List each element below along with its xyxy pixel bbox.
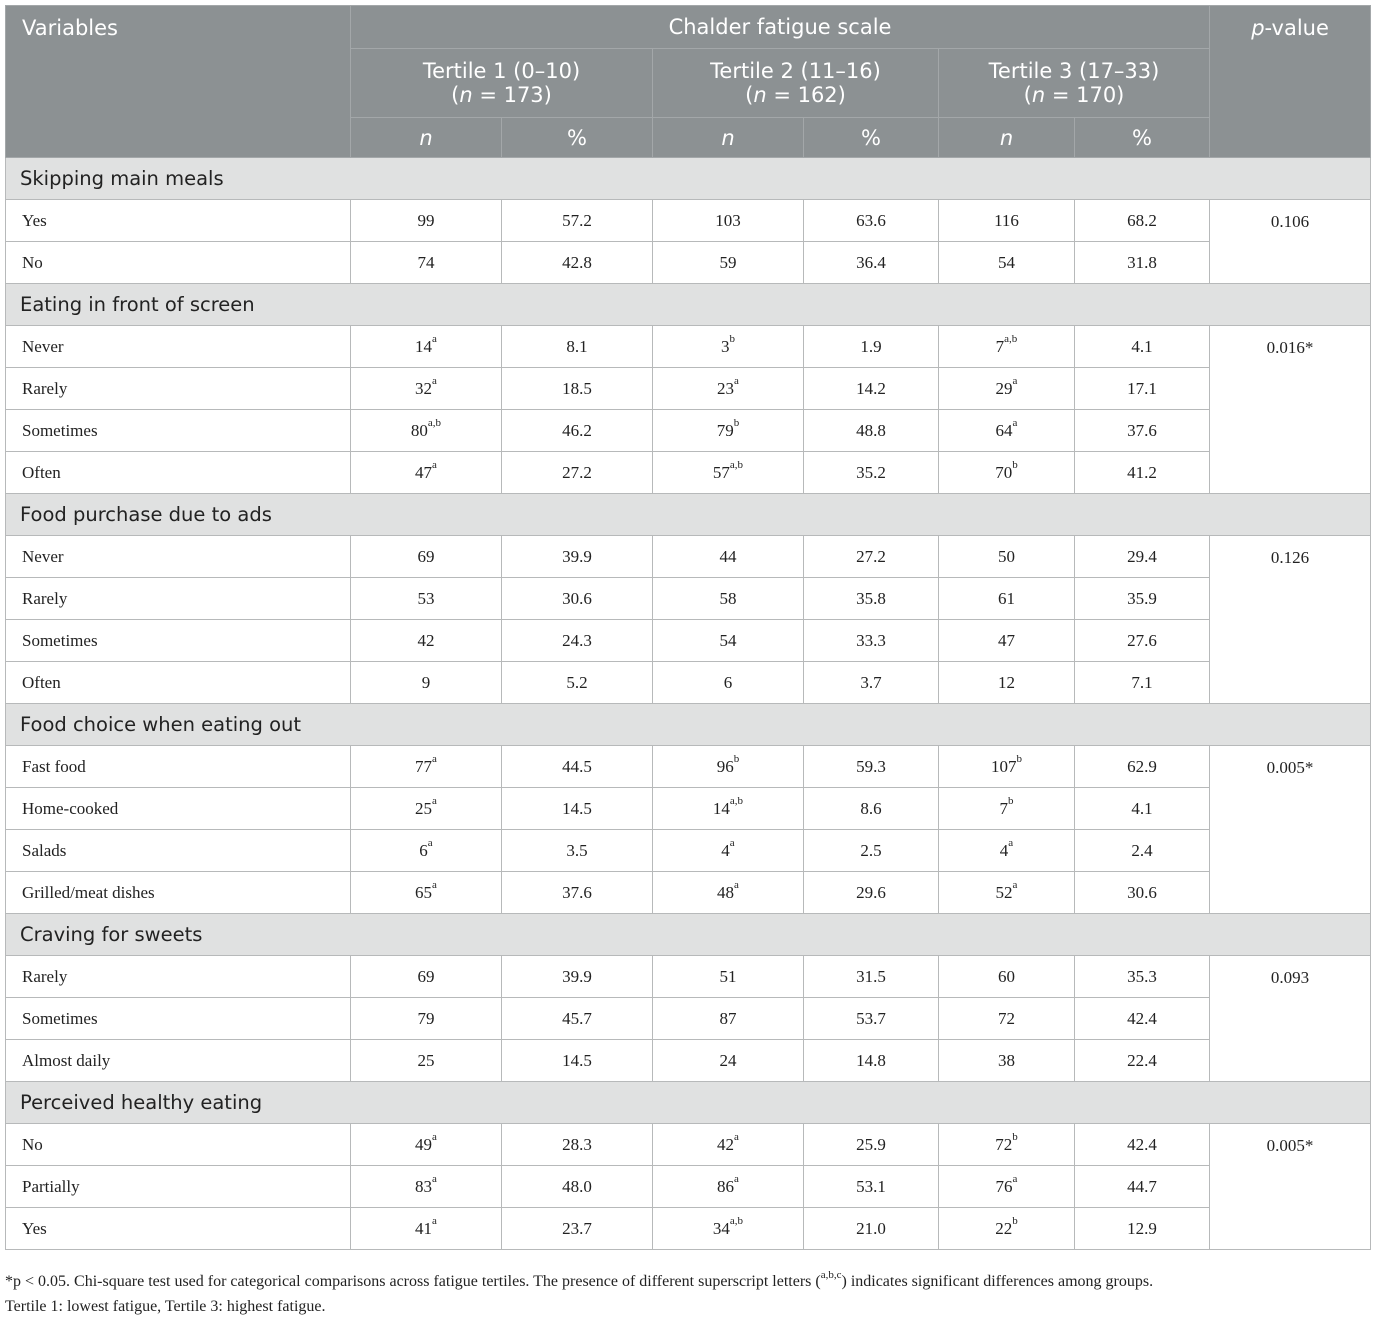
percent-cell: 39.9 [502,956,653,998]
percent-cell: 24.3 [502,620,653,662]
percent-cell: 8.6 [804,788,939,830]
count-cell: 59 [653,242,804,284]
count-cell: 116 [939,200,1075,242]
superscript-letters: b [1016,752,1022,765]
section-row [6,704,1371,746]
p-value-cell: 0.093 [1210,956,1371,1082]
count-cell: 79$^b$ [653,410,804,452]
superscript-letters: a [729,836,735,849]
table-row [6,830,1371,872]
count-cell: 49$^a$ [351,1124,502,1166]
count-cell: 7$^{a,b}$ [939,326,1075,368]
table-row [6,578,1371,620]
count-cell: 9 [351,662,502,704]
superscript-letters: a [432,1172,437,1185]
count-cell: 3$^b$ [653,326,804,368]
count-cell: 51 [653,956,804,998]
percent-cell: 59.3 [804,746,939,788]
count-cell: 6$^a$ [351,830,502,872]
section-row [6,1082,1371,1124]
table-row [6,200,1371,242]
row-label: Sometimes [6,410,351,452]
percent-cell: 35.2 [804,452,939,494]
row-label: Rarely [6,368,351,410]
row-label: Fast food [6,746,351,788]
superscript-letters: a,b [729,1214,744,1227]
percent-cell: 53.1 [804,1166,939,1208]
percent-cell: 48.0 [502,1166,653,1208]
percent-cell: 27.6 [1075,620,1210,662]
count-cell: 50 [939,536,1075,578]
percent-cell: 62.9 [1075,746,1210,788]
row-label: Partially [6,1166,351,1208]
percent-cell: 22.4 [1075,1040,1210,1082]
superscript-letters: b [733,416,740,429]
count-cell: 34$^{a,b}$ [653,1208,804,1250]
table-row [6,1208,1371,1250]
count-cell: 42$^a$ [653,1124,804,1166]
row-label: Home-cooked [6,788,351,830]
table-header [6,6,1371,158]
superscript-letters: a [1012,878,1018,891]
percent-cell: 14.5 [502,788,653,830]
count-cell: 47$^a$ [351,452,502,494]
superscript-letters: b [1012,1214,1018,1227]
percent-cell: 14.8 [804,1040,939,1082]
count-cell: 44 [653,536,804,578]
count-cell: 60 [939,956,1075,998]
superscript-letters: a [1012,374,1018,387]
section-title: Food purchase due to ads [6,494,1371,536]
percent-cell: 29.4 [1075,536,1210,578]
count-cell: 65$^a$ [351,872,502,914]
count-cell: 29$^a$ [939,368,1075,410]
table-row [6,620,1371,662]
percent-cell: 37.6 [502,872,653,914]
count-cell: 79 [351,998,502,1040]
n-column-header: n [653,118,804,158]
superscript-letters: a [432,794,437,807]
tertile-1-header: Tertile 1 (0–10) (n = 173) [351,49,653,118]
percent-cell: 41.2 [1075,452,1210,494]
table-row [6,872,1371,914]
percent-cell: 5.2 [502,662,653,704]
percent-cell: 3.5 [502,830,653,872]
percent-cell: 42.4 [1075,998,1210,1040]
table-row [6,1124,1371,1166]
count-cell: 24 [653,1040,804,1082]
section-row [6,914,1371,956]
percent-cell: 63.6 [804,200,939,242]
row-label: Grilled/meat dishes [6,872,351,914]
tertile-2-header: Tertile 2 (11–16) (n = 162) [653,49,939,118]
percent-cell: 39.9 [502,536,653,578]
superscript-letters: a,b [1004,332,1018,345]
results-table [5,5,1371,1250]
section-title: Skipping main meals [6,158,1371,200]
percent-cell: 44.7 [1075,1166,1210,1208]
count-cell: 22$^b$ [939,1208,1075,1250]
count-cell: 96$^b$ [653,746,804,788]
superscript-letters: b [729,332,735,345]
percent-cell: 46.2 [502,410,653,452]
count-cell: 38 [939,1040,1075,1082]
count-cell: 70$^b$ [939,452,1075,494]
percent-cell: 25.9 [804,1124,939,1166]
section-title: Craving for sweets [6,914,1371,956]
percent-column-header: % [1075,118,1210,158]
row-label: No [6,1124,351,1166]
percent-cell: 42.4 [1075,1124,1210,1166]
row-label: Sometimes [6,998,351,1040]
section-row [6,284,1371,326]
superscript-letters: a [1008,836,1014,849]
row-label: Salads [6,830,351,872]
count-cell: 69 [351,536,502,578]
percent-cell: 33.3 [804,620,939,662]
superscript-letters: b [733,752,740,765]
table-row [6,452,1371,494]
count-cell: 48$^a$ [653,872,804,914]
percent-cell: 4.1 [1075,326,1210,368]
table-row [6,326,1371,368]
count-cell: 7$^b$ [939,788,1075,830]
superscript-letters: b [1008,794,1014,807]
count-cell: 61 [939,578,1075,620]
table-row [6,662,1371,704]
percent-cell: 31.5 [804,956,939,998]
percent-cell: 2.5 [804,830,939,872]
scale-header: Chalder fatigue scale [351,6,1210,49]
row-label: Rarely [6,578,351,620]
percent-cell: 2.4 [1075,830,1210,872]
superscript-letters: a [432,752,437,765]
section-title: Food choice when eating out [6,704,1371,746]
count-cell: 54 [939,242,1075,284]
count-cell: 14$^a$ [351,326,502,368]
count-cell: 83$^a$ [351,1166,502,1208]
row-label: Yes [6,200,351,242]
superscript-letters: a [432,878,437,891]
count-cell: 77$^a$ [351,746,502,788]
table-row [6,368,1371,410]
count-cell: 57$^{a,b}$ [653,452,804,494]
count-cell: 87 [653,998,804,1040]
count-cell: 72$^b$ [939,1124,1075,1166]
count-cell: 12 [939,662,1075,704]
percent-cell: 7.1 [1075,662,1210,704]
superscript-letters: a [432,1130,437,1143]
count-cell: 64$^a$ [939,410,1075,452]
percent-cell: 42.8 [502,242,653,284]
count-cell: 14$^{a,b}$ [653,788,804,830]
table-row [6,242,1371,284]
superscript-letters: a [734,878,739,891]
superscript-letters: a [432,458,437,471]
percent-cell: 57.2 [502,200,653,242]
percent-cell: 37.6 [1075,410,1210,452]
table-row [6,998,1371,1040]
count-cell: 74 [351,242,502,284]
section-title: Eating in front of screen [6,284,1371,326]
row-label: Yes [6,1208,351,1250]
n-column-header: n [939,118,1075,158]
count-cell: 54 [653,620,804,662]
row-label: Rarely [6,956,351,998]
percent-cell: 14.2 [804,368,939,410]
n-column-header: n [351,118,502,158]
percent-cell: 30.6 [502,578,653,620]
count-cell: 23$^a$ [653,368,804,410]
percent-cell: 21.0 [804,1208,939,1250]
percent-cell: 31.8 [1075,242,1210,284]
table-row [6,956,1371,998]
p-value-cell: 0.005* [1210,746,1371,914]
percent-cell: 27.2 [804,536,939,578]
count-cell: 53 [351,578,502,620]
p-value-cell: 0.016* [1210,326,1371,494]
superscript-letters: a [432,1214,437,1227]
table-body [6,158,1371,1250]
superscript-letters: a [734,1172,739,1185]
count-cell: 32$^a$ [351,368,502,410]
p-value-cell: 0.106 [1210,200,1371,284]
section-row [6,158,1371,200]
percent-cell: 45.7 [502,998,653,1040]
section-row [6,494,1371,536]
superscript-letters: a,b [427,416,442,429]
count-cell: 76$^a$ [939,1166,1075,1208]
superscript-letters: a [734,374,739,387]
table-row [6,1166,1371,1208]
footnote-tertiles: Tertile 1: lowest fatigue, Tertile 3: highest fatigue. [5,1298,326,1315]
table-row [6,410,1371,452]
superscript-letters: a,b [729,458,744,471]
superscript-letters: b [1012,458,1018,471]
percent-cell: 28.3 [502,1124,653,1166]
percent-cell: 35.8 [804,578,939,620]
percent-cell: 23.7 [502,1208,653,1250]
percent-column-header: % [804,118,939,158]
row-label: Often [6,452,351,494]
percent-cell: 17.1 [1075,368,1210,410]
percent-cell: 53.7 [804,998,939,1040]
row-label: Never [6,536,351,578]
p-value-header: p-value [1210,6,1371,158]
tertile-3-header: Tertile 3 (17–33) (n = 170) [939,49,1210,118]
percent-cell: 4.1 [1075,788,1210,830]
count-cell: 72 [939,998,1075,1040]
count-cell: 6 [653,662,804,704]
percent-cell: 1.9 [804,326,939,368]
count-cell: 4$^a$ [653,830,804,872]
superscript-letters: a,b [729,794,744,807]
superscript-letters: b [1012,1130,1018,1143]
count-cell: 80$^{a,b}$ [351,410,502,452]
percent-cell: 35.9 [1075,578,1210,620]
count-cell: 58 [653,578,804,620]
percent-cell: 30.6 [1075,872,1210,914]
section-title: Perceived healthy eating [6,1082,1371,1124]
variables-header: Variables [6,6,351,158]
row-label: Never [6,326,351,368]
percent-cell: 3.7 [804,662,939,704]
count-cell: 107$^b$ [939,746,1075,788]
percent-cell: 14.5 [502,1040,653,1082]
row-label: Almost daily [6,1040,351,1082]
superscript-letters: a [1012,416,1018,429]
percent-column-header: % [502,118,653,158]
percent-cell: 35.3 [1075,956,1210,998]
count-cell: 25$^a$ [351,788,502,830]
percent-cell: 29.6 [804,872,939,914]
count-cell: 52$^a$ [939,872,1075,914]
count-cell: 41$^a$ [351,1208,502,1250]
table-row [6,746,1371,788]
percent-cell: 36.4 [804,242,939,284]
count-cell: 42 [351,620,502,662]
percent-cell: 44.5 [502,746,653,788]
table-row [6,788,1371,830]
p-value-cell: 0.126 [1210,536,1371,704]
count-cell: 47 [939,620,1075,662]
table-row [6,1040,1371,1082]
percent-cell: 27.2 [502,452,653,494]
p-value-cell: 0.005* [1210,1124,1371,1250]
superscript-letters: a [432,332,437,345]
superscript-letters: a [427,836,433,849]
footnote-significance: *p < 0.05. Chi-square test used for categorical comparisons across fatigue tertiles. The presence of different superscript letters ($^{a,b,c}$) indicates significant differences among groups. [5,1269,1154,1290]
count-cell: 99 [351,200,502,242]
count-cell: 69 [351,956,502,998]
percent-cell: 8.1 [502,326,653,368]
percent-cell: 12.9 [1075,1208,1210,1250]
count-cell: 25 [351,1040,502,1082]
count-cell: 86$^a$ [653,1166,804,1208]
superscript-letters: a [734,1130,739,1143]
percent-cell: 48.8 [804,410,939,452]
row-label: Often [6,662,351,704]
superscript-letters: a [432,374,437,387]
table-row [6,536,1371,578]
row-label: No [6,242,351,284]
superscript-letters: a [1012,1172,1018,1185]
row-label: Sometimes [6,620,351,662]
count-cell: 103 [653,200,804,242]
percent-cell: 68.2 [1075,200,1210,242]
count-cell: 4$^a$ [939,830,1075,872]
percent-cell: 18.5 [502,368,653,410]
